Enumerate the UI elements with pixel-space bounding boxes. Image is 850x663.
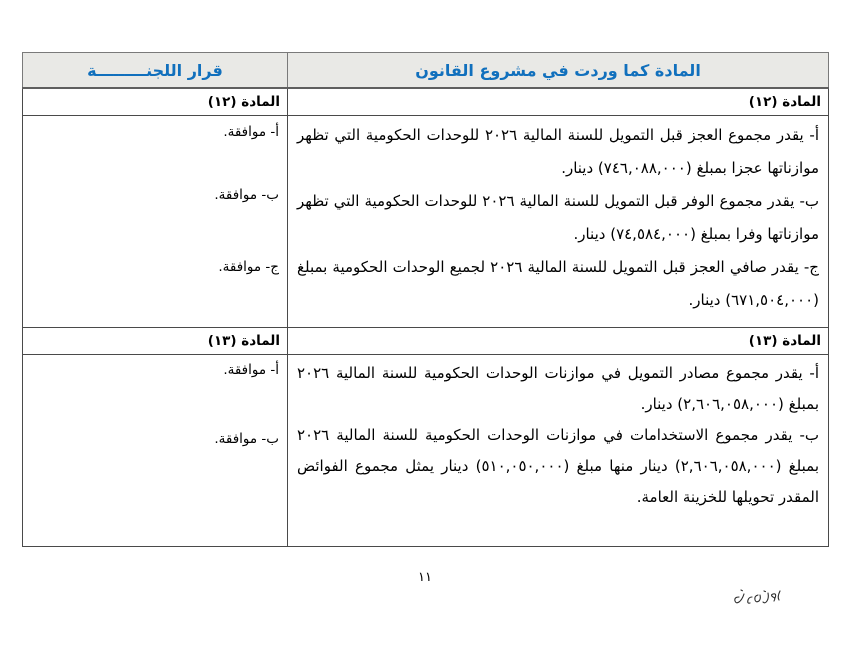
decision-13-item-a: أ- موافقة. xyxy=(223,362,279,378)
table-header-row xyxy=(23,53,829,89)
article-12-paragraph-a: أ- يقدر مجموع العجز قبل التمويل للسنة المالية ٢٠٢٦ للوحدات الحكومية التي تظهر موازناتها عجزا بمبلغ (٧٤٦,٠٨٨,٠٠٠) دينار. xyxy=(297,126,819,177)
article-13-text-cell xyxy=(288,355,829,547)
decision-12-cell xyxy=(23,116,288,328)
article-13-paragraph-b: ب- يقدر مجموع الاستخدامات في موازنات الوحدات الحكومية للسنة المالية ٢٠٢٦ بمبلغ (٢,٦٠٦,٠٥٨,٠٠٠) دينار منها مبلغ (٥١٠,٠٥٠,٠٠٠) دينار يمثل مجموع الفوائض المقدر تحويلها للخزينة العامة. xyxy=(297,426,819,506)
decision-12-item-a: أ- موافقة. xyxy=(223,124,279,140)
decision-13-item-b: ب- موافقة. xyxy=(214,431,279,447)
header-decision-column: قرار اللجنـــــــــة xyxy=(23,53,288,89)
article-13-content-row xyxy=(23,355,829,547)
article-12-content-row xyxy=(23,116,829,328)
article-13-paragraph-a: أ- يقدر مجموع مصادر التمويل في موازنات الوحدات الحكومية للسنة المالية ٢٠٢٦ بمبلغ (٢,٦٠٦,٠٥٨,٠٠٠) دينار. xyxy=(297,364,819,413)
article-13-label-row xyxy=(23,328,829,355)
article-12-paragraph-c: ج- يقدر صافي العجز قبل التمويل للسنة المالية ٢٠٢٦ لجميع الوحدات الحكومية بمبلغ (٦٧١,٥٠٤,٠٠٠) دينار. xyxy=(297,258,819,309)
header-article-column: المادة كما وردت في مشروع القانون xyxy=(288,53,829,89)
decision-13-label: المادة (١٣) xyxy=(23,328,288,355)
decision-13-cell xyxy=(23,355,288,547)
article-12-label-row xyxy=(23,88,829,116)
page-number: ١١ xyxy=(418,570,432,585)
handwritten-signature-icon xyxy=(728,585,786,613)
decision-12-label: المادة (١٢) xyxy=(23,88,288,116)
articles-table xyxy=(22,52,829,547)
decision-12-item-c: ج- موافقة. xyxy=(218,259,279,275)
decision-12-item-b: ب- موافقة. xyxy=(214,187,279,203)
article-12-label: المادة (١٢) xyxy=(288,88,829,116)
article-13-label: المادة (١٣) xyxy=(288,328,829,355)
article-12-text-cell xyxy=(288,116,829,328)
article-12-paragraph-b: ب- يقدر مجموع الوفر قبل التمويل للسنة المالية ٢٠٢٦ للوحدات الحكومية التي تظهر موازناتها وفرا بمبلغ (٧٤,٥٨٤,٠٠٠) دينار. xyxy=(297,192,819,243)
